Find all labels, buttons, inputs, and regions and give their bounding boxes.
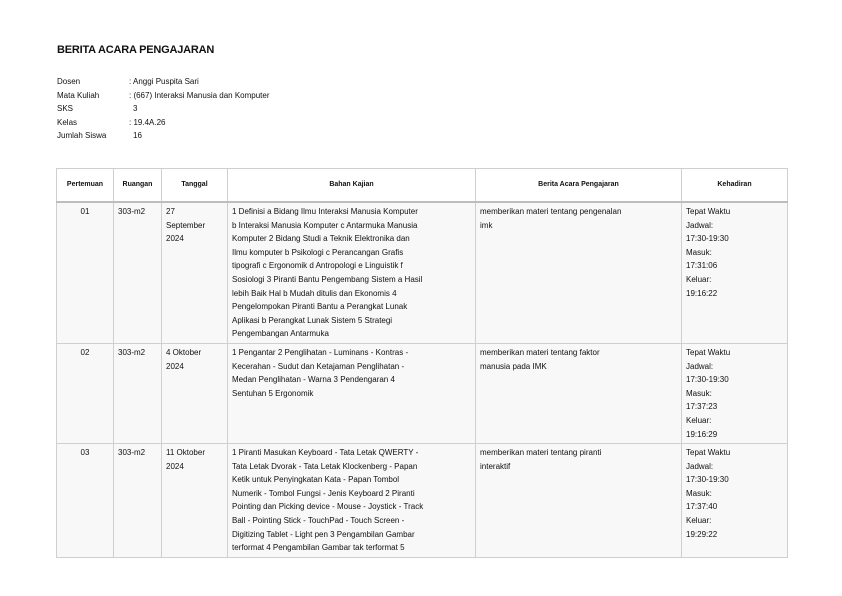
bahan-line: lebih Baik Hal b Mudah ditulis dan Ekonomis 4: [232, 288, 397, 298]
bahan-line: Sosiologi 3 Piranti Bantu Pengembang Sistem a Hasil: [232, 274, 423, 284]
bahan-line: b Interaksi Manusia Komputer c Antarmuka Manusia: [232, 220, 418, 230]
tanggal-line: 11 Oktober: [166, 448, 205, 458]
kehadiran-line: 19:29:22: [686, 529, 718, 539]
table-row: [57, 202, 788, 343]
table-row: [57, 444, 788, 558]
kehadiran-line: Jadwal:: [686, 220, 714, 230]
berita-line: manusia pada IMK: [480, 361, 547, 371]
cell-bahan-kajian: [228, 202, 476, 343]
berita-line: memberikan materi tentang piranti: [480, 448, 602, 458]
kehadiran-line: 17:30-19:30: [686, 375, 729, 385]
kehadiran-line: 17:37:40: [686, 502, 718, 512]
berita-line: memberikan materi tentang pengenalan: [480, 207, 622, 216]
cell-berita-acara: [476, 343, 682, 443]
tanggal-line: 27: [166, 207, 175, 216]
kehadiran-line: Masuk:: [686, 488, 712, 498]
info-value: 16: [133, 131, 142, 140]
header-bahan-kajian: Bahan Kajian: [228, 169, 476, 203]
cell-bahan-kajian: [228, 444, 476, 558]
cell-pertemuan: 02: [57, 343, 114, 443]
bahan-line: Ball - Pointing Stick - TouchPad - Touch Screen -: [232, 516, 405, 526]
kehadiran-line: 19:16:22: [686, 288, 718, 298]
kehadiran-line: 19:16:29: [686, 429, 718, 439]
kehadiran-line: 17:37:23: [686, 402, 718, 412]
page-title: BERITA ACARA PENGAJARAN: [57, 44, 215, 56]
cell-kehadiran: [682, 343, 788, 443]
bahan-line: tipografi c Ergonomik d Antropologi e Linguistik f: [232, 261, 403, 271]
info-row-kelas: [57, 116, 270, 130]
table-row: [57, 343, 788, 443]
header-kehadiran: Kehadiran: [682, 169, 788, 203]
info-label: Jumlah Siswa: [57, 131, 107, 140]
bahan-line: 1 Definisi a Bidang Ilmu Interaksi Manusia Komputer: [232, 207, 418, 216]
kehadiran-line: 17:31:06: [686, 261, 718, 271]
bahan-line: Tata Letak Dvorak - Tata Letak Klockenberg - Papan: [232, 461, 418, 471]
cell-bahan-kajian: [228, 343, 476, 443]
info-value: : 19.4A.26: [129, 117, 166, 127]
attendance-table: [56, 168, 788, 558]
kehadiran-line: Tepat Waktu: [686, 207, 731, 216]
kehadiran-line: Tepat Waktu: [686, 347, 731, 357]
header-pertemuan: Pertemuan: [57, 169, 114, 203]
berita-line: imk: [480, 220, 493, 230]
cell-kehadiran: [682, 202, 788, 343]
cell-berita-acara: [476, 202, 682, 343]
header-tanggal: Tanggal: [162, 169, 228, 203]
cell-pertemuan: 01: [57, 202, 114, 343]
kehadiran-line: Keluar:: [686, 274, 712, 284]
info-label: Mata Kuliah: [57, 90, 100, 100]
info-row-dosen: [57, 75, 270, 89]
info-row-sks: [57, 102, 270, 116]
cell-pertemuan: 03: [57, 444, 114, 558]
kehadiran-line: Jadwal:: [686, 361, 714, 371]
header-berita-acara: Berita Acara Pengajaran: [476, 169, 682, 203]
kehadiran-line: Keluar:: [686, 415, 712, 425]
bahan-line: 1 Pengantar 2 Penglihatan - Luminans - Kontras -: [232, 347, 409, 357]
bahan-line: Aplikasi b Perangkat Lunak Sistem 5 Strategi: [232, 315, 393, 325]
kehadiran-line: Masuk:: [686, 388, 712, 398]
cell-ruangan: 303-m2: [114, 202, 162, 343]
kehadiran-line: Masuk:: [686, 247, 712, 257]
bahan-line: Ketik untuk Penyingkatan Kata - Papan Tombol: [232, 475, 400, 485]
kehadiran-line: Keluar:: [686, 516, 712, 526]
cell-tanggal: [162, 343, 228, 443]
tanggal-line: 2024: [166, 234, 184, 244]
table-header-row: [57, 169, 788, 203]
bahan-line: Ilmu komputer b Psikologi c Perancangan Grafis: [232, 247, 404, 257]
kehadiran-line: Jadwal:: [686, 461, 714, 471]
bahan-line: Komputer 2 Bidang Studi a Teknik Elektronika dan: [232, 234, 410, 244]
info-label: SKS: [57, 104, 74, 113]
bahan-line: Pointing dan Picking device - Mouse - Joystick - Track: [232, 502, 424, 512]
berita-line: memberikan materi tentang faktor: [480, 347, 600, 357]
bahan-line: 1 Piranti Masukan Keyboard - Tata Letak QWERTY -: [232, 448, 419, 458]
cell-berita-acara: [476, 444, 682, 558]
bahan-line: Kecerahan - Sudut dan Ketajaman Penglihatan -: [232, 361, 405, 371]
bahan-line: Numerik - Tombol Fungsi - Jenis Keyboard 2 Piranti: [232, 488, 415, 498]
bahan-line: terformat 4 Pengambilan Gambar tak terformat 5: [232, 543, 405, 553]
cell-tanggal: [162, 202, 228, 343]
info-value: : Anggi Puspita Sari: [129, 77, 199, 86]
bahan-line: Sentuhan 5 Ergonomik: [232, 388, 314, 398]
info-label: Dosen: [57, 77, 81, 86]
cell-tanggal: [162, 444, 228, 558]
info-label: Kelas: [57, 117, 78, 127]
kehadiran-line: 17:30-19:30: [686, 475, 729, 485]
info-row-mata-kuliah: [57, 89, 270, 103]
bahan-line: Pengelompokan Piranti Bantu a Perangkat Lunak: [232, 302, 408, 312]
table-body: [57, 202, 788, 557]
info-row-jumlah-siswa: [57, 129, 270, 143]
header-ruangan: Ruangan: [114, 169, 162, 203]
cell-ruangan: 303-m2: [114, 444, 162, 558]
cell-ruangan: 303-m2: [114, 343, 162, 443]
tanggal-line: 2024: [166, 461, 184, 471]
info-value: 3: [133, 104, 138, 113]
kehadiran-line: 17:30-19:30: [686, 234, 729, 244]
tanggal-line: 4 Oktober: [166, 347, 202, 357]
bahan-line: Digitizing Tablet - Light pen 3 Pengambilan Gambar: [232, 529, 415, 539]
info-value: : (667) Interaksi Manusia dan Komputer: [129, 90, 270, 100]
cell-kehadiran: [682, 444, 788, 558]
bahan-line: Pengembangan Antarmuka: [232, 329, 329, 339]
tanggal-line: 2024: [166, 361, 184, 371]
bahan-line: Medan Penglihatan - Warna 3 Pendengaran 4: [232, 375, 395, 385]
course-info: [57, 75, 270, 143]
kehadiran-line: Tepat Waktu: [686, 448, 731, 458]
berita-line: interaktif: [480, 461, 511, 471]
tanggal-line: September: [166, 220, 206, 230]
